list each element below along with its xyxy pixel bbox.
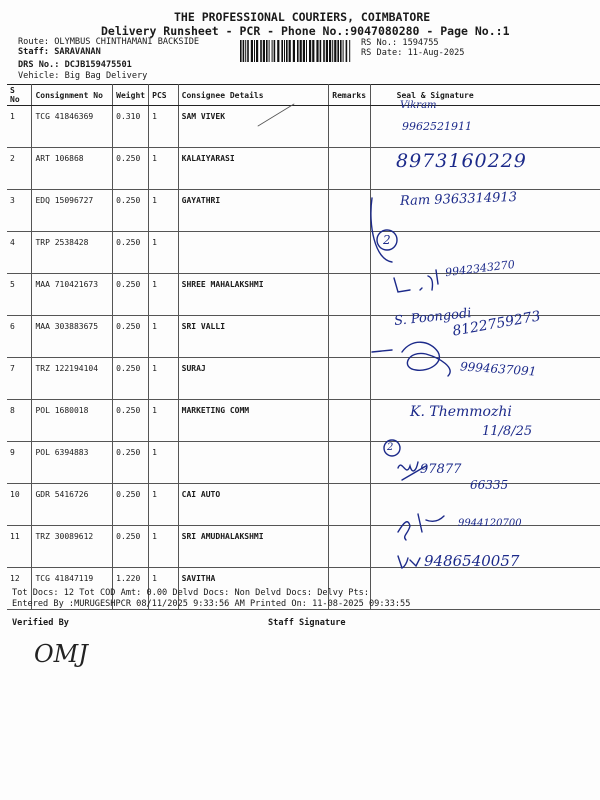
phone-5: 9942343270 — [444, 257, 516, 280]
phone-6: 8122759273 — [451, 308, 542, 340]
runsheet-subtitle: Delivery Runsheet - PCR - Phone No.:9047080280 - Page No.:1 — [101, 24, 510, 38]
barcode-bar — [251, 40, 253, 62]
cell-cno: MAA 303883675 — [32, 316, 113, 358]
cell-cno: POL 6394883 — [32, 442, 113, 484]
cell-cno: ART 106868 — [32, 148, 113, 190]
cell-consignee: GAYATHRI — [178, 190, 328, 232]
cell-sno: 10 — [7, 484, 32, 526]
barcode-bar — [303, 40, 305, 62]
entered-by-line: Entered By :MURUGESHPCR 08/11/2025 9:33:56 AM Printed On: 11-08-2025 09:33:55 — [12, 599, 411, 609]
barcode-bar — [320, 40, 322, 62]
route-label: Route: OLYMBUS CHINTHAMANI BACKSIDE — [18, 37, 200, 47]
cell-remarks — [328, 526, 370, 568]
cell-cno: TCG 41846369 — [32, 106, 113, 148]
cell-sno: 7 — [7, 358, 32, 400]
cell-weight: 0.250 — [113, 274, 149, 316]
cell-remarks — [328, 106, 370, 148]
cell-sno: 12 — [7, 568, 32, 610]
col-consignment: Consignment No — [32, 85, 113, 106]
cell-pcs: 1 — [149, 358, 179, 400]
cell-cno: TRZ 30089612 — [32, 526, 113, 568]
cell-cno: TCG 41847119 — [32, 568, 113, 610]
cell-remarks — [328, 148, 370, 190]
barcode-bar — [293, 40, 295, 62]
barcode-bar — [284, 40, 285, 62]
barcode-bar — [340, 40, 342, 62]
barcode-bar — [309, 40, 311, 62]
staff-signature-label: Staff Signature — [268, 618, 346, 628]
barcode-bar — [312, 40, 314, 62]
barcode-bar — [323, 40, 325, 62]
cell-sno: 4 — [7, 232, 32, 274]
drs-number: DRS No.: DCJB159475501 — [18, 60, 132, 70]
barcode-bar — [263, 40, 265, 62]
verified-by-label: Verified By — [12, 618, 69, 628]
cell-remarks — [328, 358, 370, 400]
cell-consignee: KALAIYARASI — [178, 148, 328, 190]
cell-sno: 5 — [7, 274, 32, 316]
cell-cno: POL 1680018 — [32, 400, 113, 442]
barcode-bar — [272, 40, 273, 62]
table-row — [7, 274, 600, 316]
cell-consignee: CAI AUTO — [178, 484, 328, 526]
cell-weight: 0.250 — [113, 232, 149, 274]
signature-1: Vikram — [400, 100, 437, 111]
cell-remarks — [328, 442, 370, 484]
cell-weight: 0.250 — [113, 400, 149, 442]
cell-pcs: 1 — [149, 274, 179, 316]
barcode-bar — [300, 40, 302, 62]
cell-weight: 0.250 — [113, 442, 149, 484]
signature-6: S. Poongodi — [393, 305, 473, 330]
phone-11: 9944120700 — [458, 518, 522, 529]
cell-pcs: 1 — [149, 568, 179, 610]
barcode-bar — [269, 40, 270, 62]
cell-remarks — [328, 484, 370, 526]
cell-pcs: 1 — [149, 316, 179, 358]
barcode-bar — [274, 40, 276, 62]
remark-mark-4: 2 — [383, 233, 391, 247]
cell-consignee: MARKETING COMM — [178, 400, 328, 442]
barcode-bar — [337, 40, 339, 62]
cell-consignee: SAM VIVEK — [178, 106, 328, 148]
barcode-bar — [349, 40, 350, 62]
barcode-bar — [240, 40, 242, 62]
cell-pcs: 1 — [149, 190, 179, 232]
cell-cno: TRZ 122194104 — [32, 358, 113, 400]
cell-pcs: 1 — [149, 400, 179, 442]
cell-sno: 11 — [7, 526, 32, 568]
col-pcs: PCS — [149, 85, 179, 106]
phone-10a: 97877 — [420, 462, 462, 477]
barcode-bar — [289, 40, 291, 62]
cell-signature — [370, 274, 600, 316]
signature-3: Ram 9363314913 — [399, 189, 518, 210]
rs-date: RS Date: 11-Aug-2025 — [361, 48, 465, 58]
cell-consignee: SRI AMUDHALAKSHMI — [178, 526, 328, 568]
signature-8: K. Themmozhi — [410, 404, 512, 420]
barcode-bar — [286, 40, 288, 62]
barcode-bar — [329, 40, 331, 62]
phone-10b: 66335 — [470, 478, 509, 492]
table-header — [7, 85, 600, 106]
cell-remarks — [328, 190, 370, 232]
cell-weight: 1.220 — [113, 568, 149, 610]
cell-consignee: SHREE MAHALAKSHMI — [178, 274, 328, 316]
cell-weight: 0.310 — [113, 106, 149, 148]
col-weight: Weight — [113, 85, 149, 106]
barcode-bar — [346, 40, 348, 62]
barcode-bar — [316, 40, 318, 62]
company-title: THE PROFESSIONAL COURIERS, COIMBATORE — [174, 10, 431, 24]
col-sno: S No — [7, 85, 32, 106]
staff-label: Staff: SARAVANAN — [18, 47, 101, 57]
cell-remarks — [328, 400, 370, 442]
cell-weight: 0.250 — [113, 484, 149, 526]
vehicle-label: Vehicle: Big Bag Delivery — [18, 71, 148, 81]
cell-pcs: 1 — [149, 442, 179, 484]
cell-pcs: 1 — [149, 106, 179, 148]
cell-sno: 1 — [7, 106, 32, 148]
cell-consignee: SURAJ — [178, 358, 328, 400]
barcode-bar — [254, 40, 255, 62]
barcode-bar — [277, 40, 279, 62]
barcode-bar — [245, 40, 246, 62]
barcode-bar — [247, 40, 249, 62]
verifier-initials: OMJ — [34, 640, 88, 668]
barcode-bar — [243, 40, 245, 62]
barcode-bar — [297, 40, 299, 62]
cell-remarks — [328, 316, 370, 358]
cell-weight: 0.250 — [113, 148, 149, 190]
barcode-bar — [326, 40, 328, 62]
cell-consignee: SAVITHA — [178, 568, 328, 610]
cell-weight: 0.250 — [113, 190, 149, 232]
cell-pcs: 1 — [149, 148, 179, 190]
barcode-bar — [343, 40, 344, 62]
cell-sno: 3 — [7, 190, 32, 232]
phone-12: 9486540057 — [424, 552, 520, 570]
barcode-bar — [266, 40, 268, 62]
rs-number: RS No.: 1594755 — [361, 38, 439, 48]
cell-cno: TRP 2538428 — [32, 232, 113, 274]
date-8: 11/8/25 — [482, 424, 533, 439]
phone-2: 8973160229 — [396, 150, 527, 172]
barcode-bar — [334, 40, 336, 62]
cell-consignee — [178, 232, 328, 274]
cell-sno: 6 — [7, 316, 32, 358]
cell-consignee — [178, 442, 328, 484]
cell-sno: 8 — [7, 400, 32, 442]
cell-cno: EDQ 15096727 — [32, 190, 113, 232]
col-remarks: Remarks — [328, 85, 370, 106]
cell-weight: 0.250 — [113, 316, 149, 358]
cell-remarks — [328, 274, 370, 316]
remark-mark-9: 2 — [387, 442, 394, 453]
cell-pcs: 1 — [149, 526, 179, 568]
col-signature: Seal & Signature — [370, 85, 600, 106]
table-row — [7, 106, 600, 148]
phone-1: 9962521911 — [402, 120, 472, 133]
phone-7: 9994637091 — [459, 359, 537, 379]
barcode-bar — [260, 40, 262, 62]
cell-remarks — [328, 232, 370, 274]
barcode — [240, 40, 352, 62]
cell-pcs: 1 — [149, 484, 179, 526]
cell-consignee: SRI VALLI — [178, 316, 328, 358]
col-consignee: Consignee Details — [178, 85, 328, 106]
barcode-bar — [332, 40, 333, 62]
barcode-bar — [256, 40, 258, 62]
table-row — [7, 442, 600, 484]
totals-line: Tot Docs: 12 Tot COD Amt: 0.00 Delvd Docs: Non Delvd Docs: Delvy Pts: — [12, 588, 369, 598]
cell-sno: 2 — [7, 148, 32, 190]
cell-weight: 0.250 — [113, 358, 149, 400]
cell-sno: 9 — [7, 442, 32, 484]
cell-cno: GDR 5416726 — [32, 484, 113, 526]
barcode-bar — [306, 40, 307, 62]
barcode-bar — [281, 40, 283, 62]
cell-weight: 0.250 — [113, 526, 149, 568]
cell-pcs: 1 — [149, 232, 179, 274]
cell-cno: MAA 710421673 — [32, 274, 113, 316]
